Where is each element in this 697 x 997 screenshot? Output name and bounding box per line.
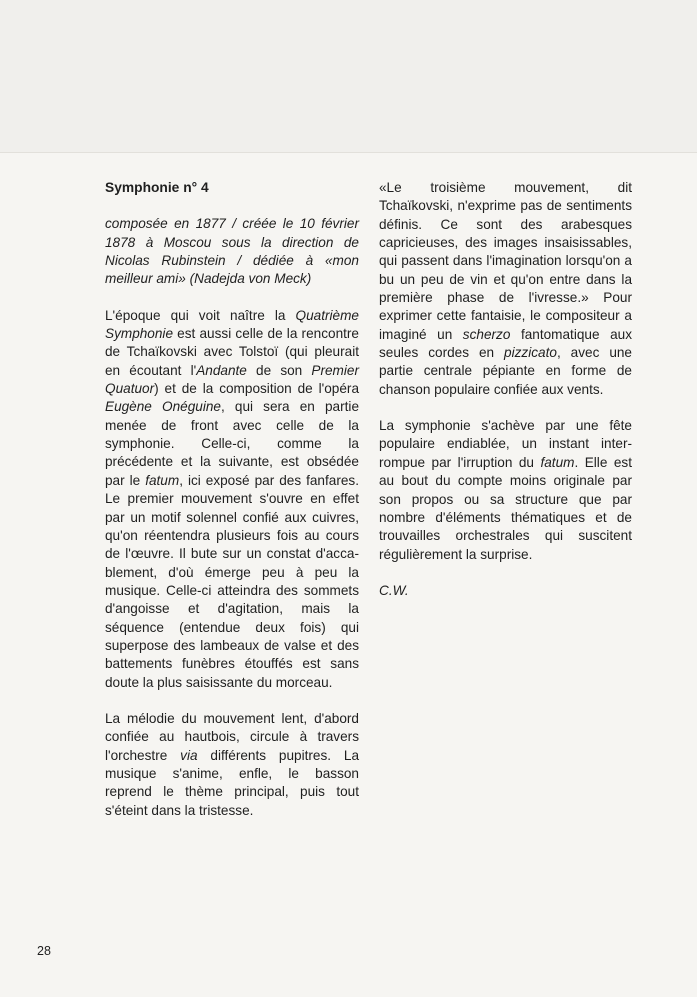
paragraph-right-1: «Le troisième mouvement, dit Tchaïkovski, n'exprime pas de sentiments définis. Ce sont des arabesques capricieuses, des images insaisissables, qui passent dans l'imagination lorsqu'on a bu un peu de vin et qu'on entre dans la première phase de l'ivresse.» Pour exprimer cette fantaisie, le compositeur a imaginé un scherzo fantomatique aux seules cordes en pizzicato, avec une partie centrale pépiante en forme de chanson populaire confiée aux vents.	[379, 180, 632, 397]
author-signature: C.W.	[379, 582, 409, 598]
paragraph-right-2: La symphonie s'achève par une fête populaire endiablée, un instant interrompue par l'irruption du fatum. Elle est au bout du compte moins originale par son propos ou sa structure que par nombre d'éléments thématiques et de trouvailles orchestrales qui suscitent régulièrement la surprise.	[379, 418, 632, 562]
paragraph-left-1: L'époque qui voit naître la Quatrième Symphonie est aussi celle de la rencontre de Tchaïkovski avec Tolstoï (qui pleurait en écoutant l'Andante de son Premier Quatuor) et de la composition de l'opéra Eugène Onéguine, qui sera en partie menée de front avec celle de la symphonie. Celle-ci, comme la précédente et la suivante, est obsédée par le fatum, ici exposé par des fanfares. Le premier mouvement s'ouvre en effet par un motif solennel confié aux cuivres, qu'on réentendra plusieurs fois au cours de l'œuvre. Il bute sur un constat d'accablement, d'où émerge peu à peu la musique. Celle-ci atteindra des sommets d'angoisse et d'agitation, mais la séquence (entendue deux fois) qui superpose des lambeaux de valse et des battements funèbres étouffés est sans doute la plus saisissante du morceau.	[105, 307, 359, 690]
left-column	[105, 179, 359, 838]
paragraph-left-2: La mélodie du mouvement lent, d'abord confiée au hautbois, circule à travers l'orchestre via différents pupitres. La musique s'anime, enfle, le basson reprend le thème principal, puis tout s'éteint dans la tristesse.	[105, 710, 360, 818]
section-subtitle: composée en 1877 / créée le 10 février 1878 à Moscou sous la direction de Nicolas Rubinstein / dédiée à «mon meilleur ami» (Nadejda von Meck)	[105, 216, 359, 287]
right-column	[379, 179, 632, 618]
page-number: 28	[37, 944, 51, 958]
section-heading: Symphonie n° 4	[105, 180, 209, 195]
top-margin-strip	[0, 0, 697, 153]
